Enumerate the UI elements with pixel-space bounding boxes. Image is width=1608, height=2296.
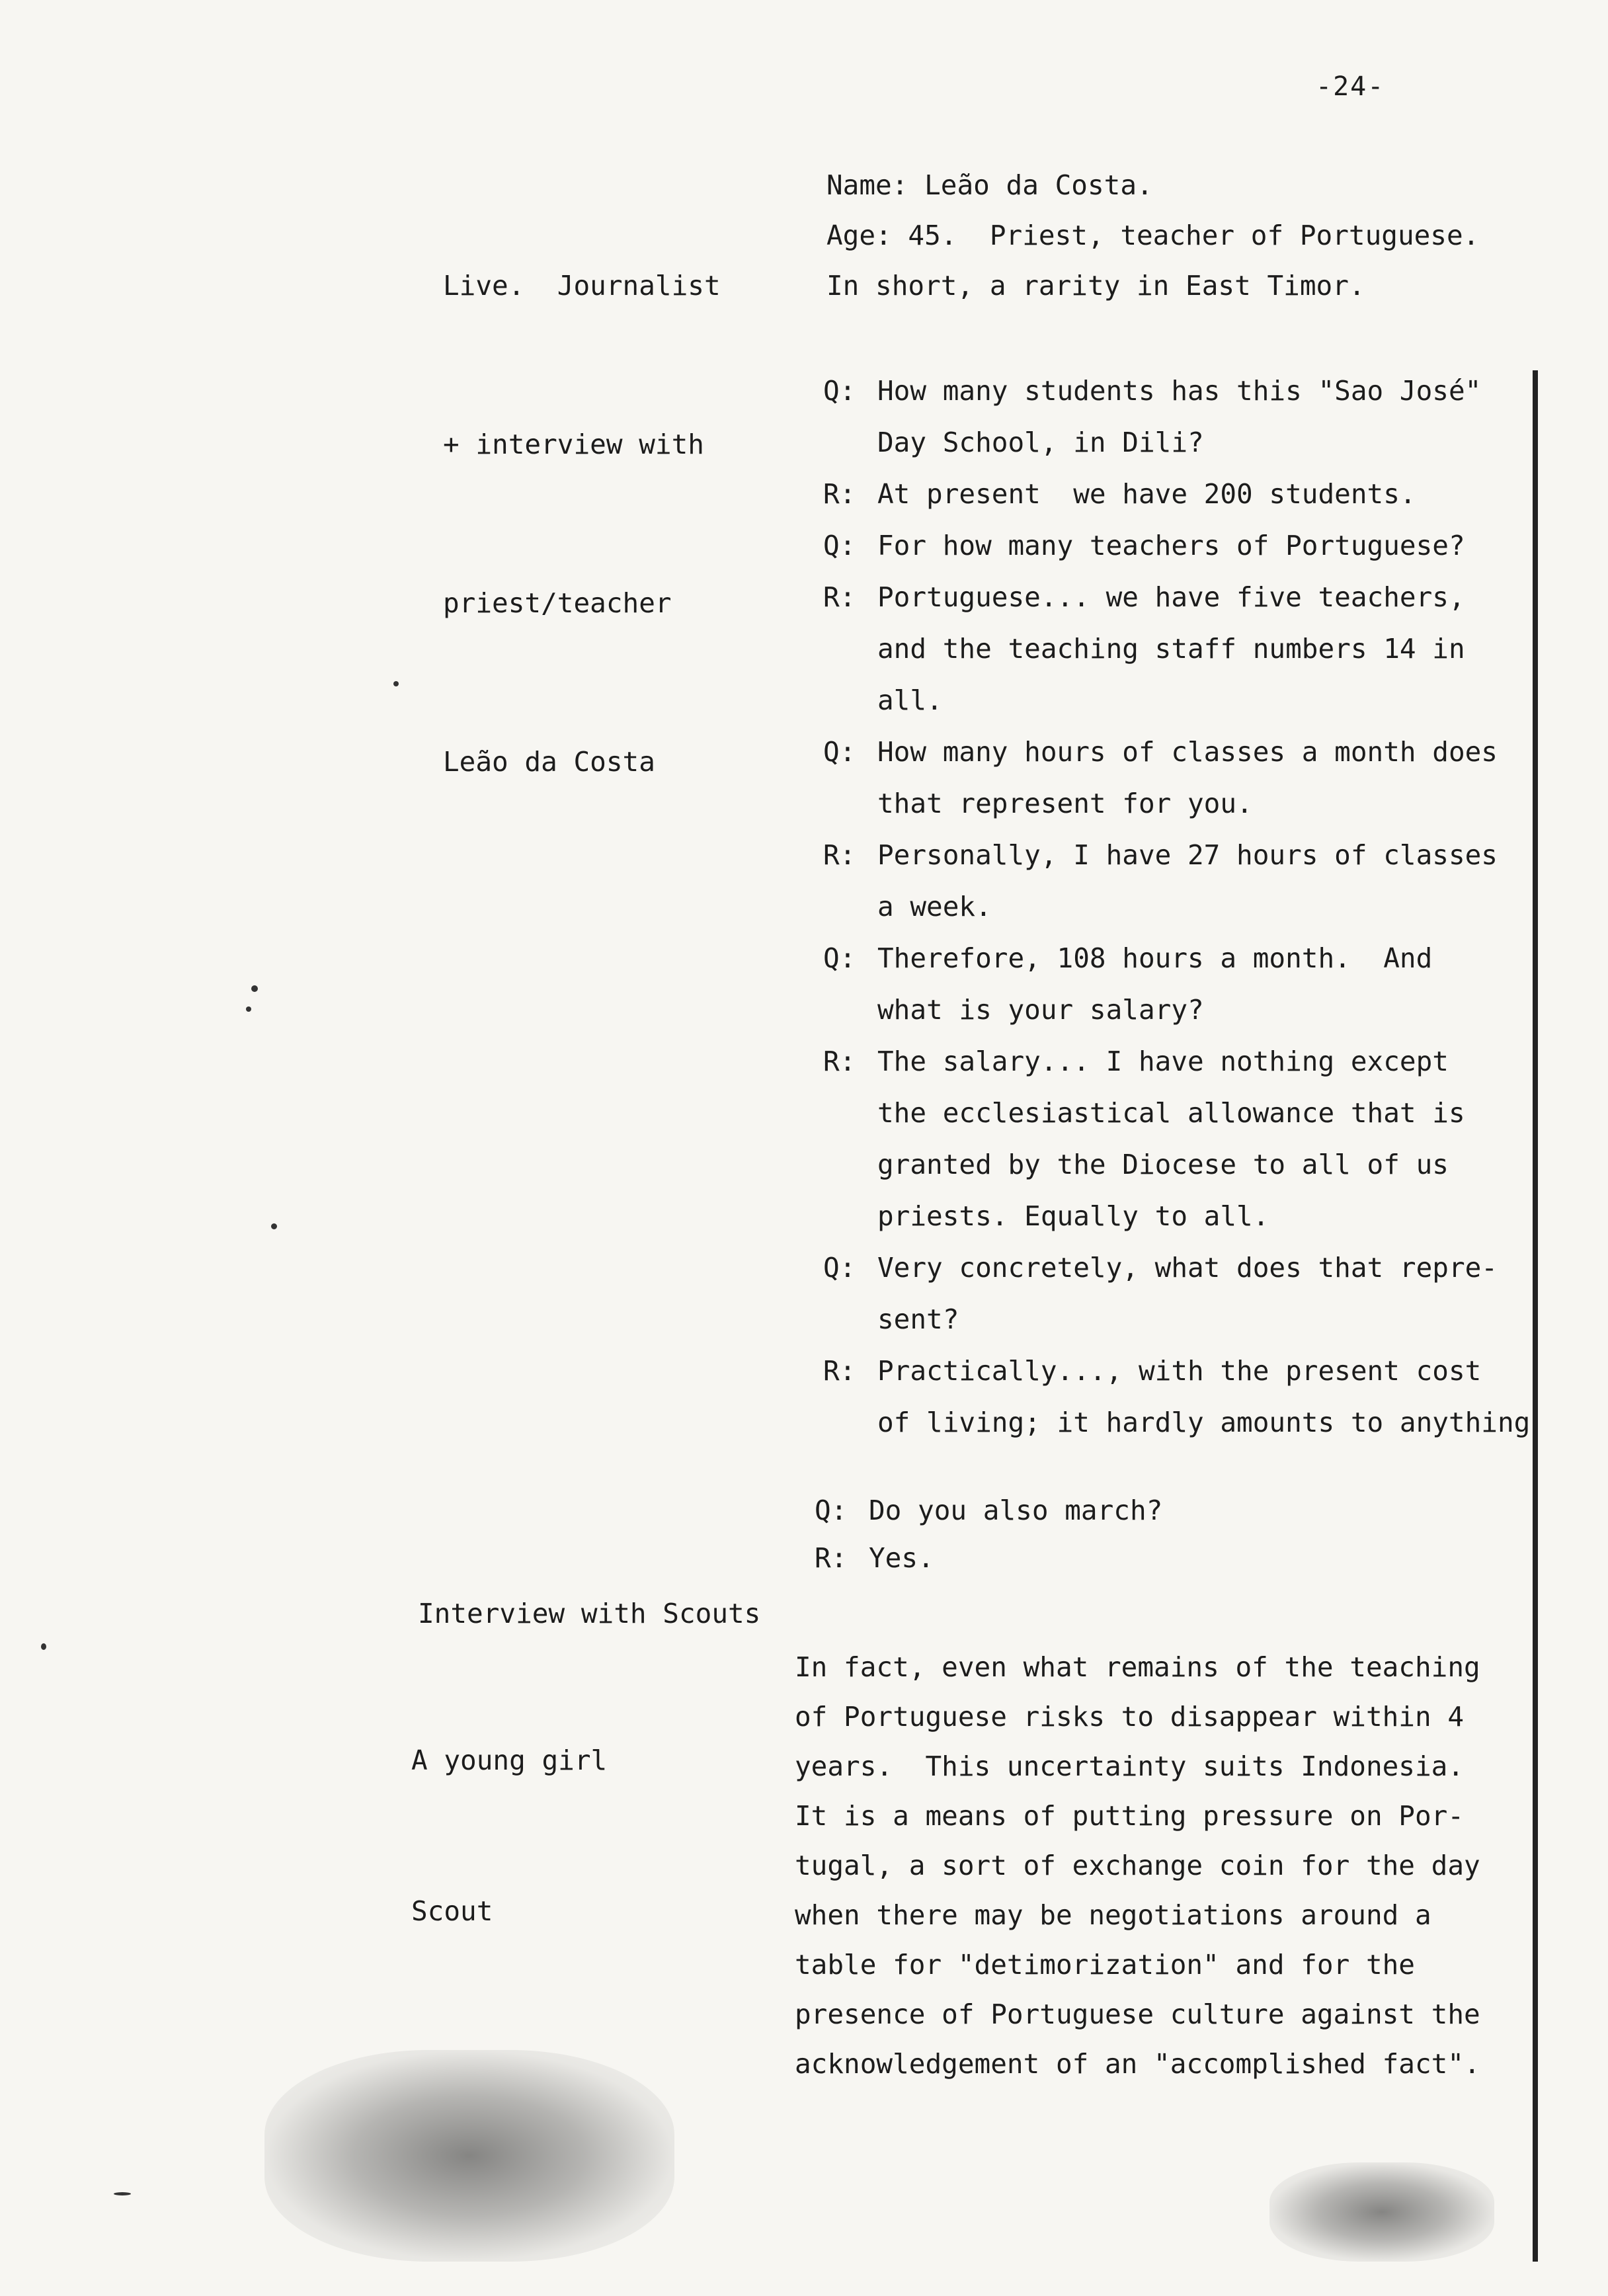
- qa-line: At present we have 200 students.: [877, 478, 1416, 510]
- intro-name: Name: Leão da Costa.: [826, 169, 1153, 201]
- qa-line: Personally, I have 27 hours of classes: [877, 839, 1498, 871]
- qa-label: R:: [823, 839, 856, 871]
- qa-line: Therefore, 108 hours a month. And: [877, 942, 1433, 974]
- qa-exchange: [823, 1345, 1544, 1448]
- paragraph-line: when there may be negotiations around a: [795, 1899, 1431, 1931]
- qa-exchange: [823, 365, 1544, 468]
- scan-speck: [246, 1006, 251, 1012]
- paragraph-line: acknowledgement of an "accomplished fact".: [795, 2048, 1480, 2080]
- intro-age: Age: 45. Priest, teacher of Portuguese.: [826, 220, 1480, 251]
- margin-note-line: A young girl: [411, 1744, 608, 1776]
- margin-note-live-interview: [443, 153, 721, 894]
- scan-smudge: [1269, 2162, 1494, 2262]
- priest-interview: [823, 365, 1544, 1448]
- qa-exchange: [823, 932, 1544, 1036]
- margin-note-line: + interview with: [443, 429, 704, 460]
- paragraph-line: of Portuguese risks to disappear within 4: [795, 1701, 1465, 1733]
- scan-speck: [271, 1223, 277, 1229]
- qa-exchange: [823, 1242, 1544, 1345]
- qa-exchange: [823, 571, 1544, 726]
- qa-label: Q:: [823, 1252, 856, 1284]
- qa-line: all.: [877, 684, 943, 716]
- qa-line: that represent for you.: [877, 788, 1253, 819]
- qa-line: How many students has this "Sao José": [877, 375, 1482, 407]
- qa-label: R:: [815, 1542, 848, 1574]
- qa-exchange: [823, 520, 1544, 571]
- qa-line: For how many teachers of Portuguese?: [877, 530, 1465, 561]
- qa-line: How many hours of classes a month does: [877, 736, 1498, 768]
- qa-line: the ecclesiastical allowance that is: [877, 1097, 1465, 1129]
- qa-line: what is your salary?: [877, 994, 1204, 1026]
- qa-exchange: [823, 829, 1544, 932]
- qa-line: a week.: [877, 891, 992, 922]
- scan-speck: [251, 985, 258, 992]
- qa-line: priests. Equally to all.: [877, 1200, 1269, 1232]
- paragraph-line: In fact, even what remains of the teaching: [795, 1651, 1480, 1683]
- paragraph-line: presence of Portuguese culture against the: [795, 1998, 1480, 2030]
- qa-label: Q:: [823, 942, 856, 974]
- qa-label: Q:: [823, 530, 856, 561]
- qa-line: and the teaching staff numbers 14 in: [877, 633, 1465, 665]
- qa-exchange: [823, 468, 1544, 520]
- scan-smudge: [264, 2050, 674, 2262]
- qa-label: Q:: [823, 375, 856, 407]
- qa-line: Portuguese... we have five teachers,: [877, 581, 1465, 613]
- qa-line: The salary... I have nothing except: [877, 1046, 1449, 1077]
- paragraph-line: table for "detimorization" and for the: [795, 1949, 1415, 1981]
- qa-label: Q:: [823, 736, 856, 768]
- margin-note-line: Leão da Costa: [443, 746, 655, 778]
- scan-speck: [41, 1643, 46, 1650]
- qa-label: R:: [823, 581, 856, 613]
- margin-note-line: Interview with Scouts: [418, 1598, 761, 1629]
- scouts-interview: [815, 1487, 1535, 1582]
- qa-line: Yes.: [869, 1542, 934, 1574]
- scan-speck: [114, 2192, 131, 2195]
- qa-line: Practically..., with the present cost: [877, 1355, 1482, 1387]
- closing-paragraph: [795, 1643, 1480, 2089]
- qa-exchange: [815, 1487, 1535, 1534]
- qa-line: Very concretely, what does that repre-: [877, 1252, 1498, 1284]
- qa-line: sent?: [877, 1303, 959, 1335]
- qa-exchange: [815, 1534, 1535, 1582]
- qa-line: of living; it hardly amounts to anything: [877, 1407, 1531, 1438]
- qa-label: R:: [823, 1355, 856, 1387]
- qa-label: R:: [823, 1046, 856, 1077]
- margin-note-young-girl: [411, 1635, 607, 2037]
- margin-note-line: Live. Journalist: [443, 270, 721, 302]
- qa-label: R:: [823, 478, 856, 510]
- paragraph-line: It is a means of putting pressure on Por-: [795, 1800, 1465, 1832]
- paragraph-line: years. This uncertainty suits Indonesia.: [795, 1750, 1465, 1782]
- qa-exchange: [823, 726, 1544, 829]
- scan-edge-shadow: [1533, 370, 1538, 2262]
- page-number: -24-: [1316, 71, 1385, 102]
- qa-line: granted by the Diocese to all of us: [877, 1149, 1449, 1180]
- margin-note-line: Scout: [411, 1895, 493, 1927]
- intro-block: [826, 160, 1479, 311]
- scan-speck: [393, 681, 399, 686]
- qa-line: Day School, in Dili?: [877, 427, 1204, 458]
- margin-note-line: priest/teacher: [443, 587, 672, 619]
- paragraph-line: tugal, a sort of exchange coin for the day: [795, 1850, 1480, 1881]
- qa-label: Q:: [815, 1495, 848, 1526]
- qa-exchange: [823, 1036, 1544, 1242]
- qa-line: Do you also march?: [869, 1495, 1163, 1526]
- intro-rarity: In short, a rarity in East Timor.: [826, 270, 1365, 302]
